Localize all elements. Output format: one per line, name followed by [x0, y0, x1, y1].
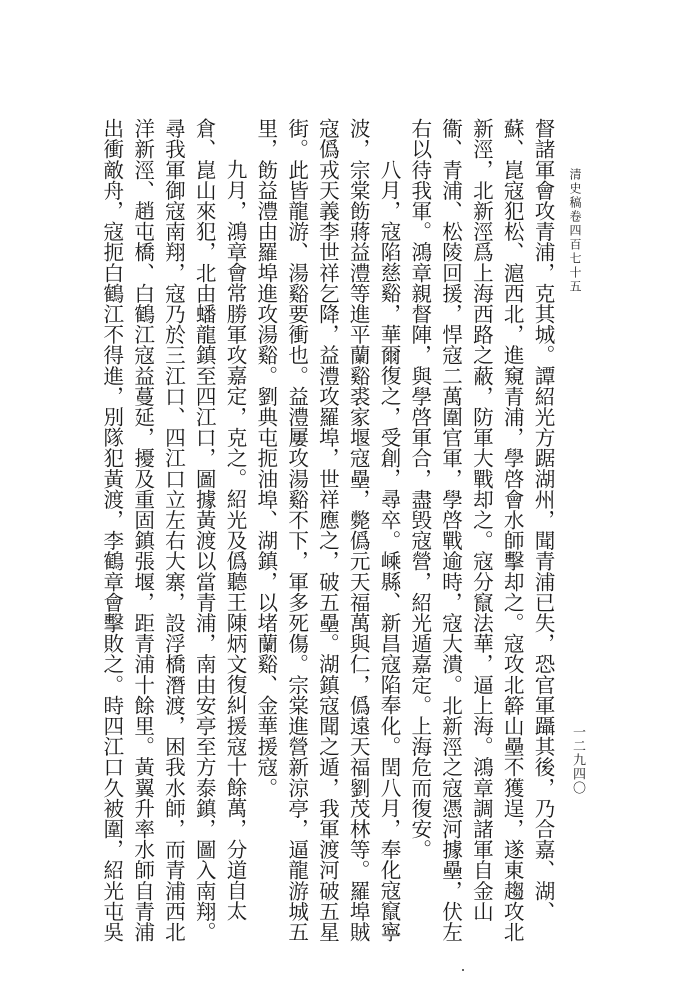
stray-mark: [462, 969, 464, 971]
paragraph-1: 督諸軍會攻青浦，克其城。譚紹光方踞湖州，聞青浦已失，恐官軍躡其後，乃合嘉、湖、蘇、崑寇犯松、滬西北，進窺青浦，學啓會水師擊却之。寇攻北簳山壘不獲逞，遂東趨攻北新涇，北新涇爲上海西路之蔽，防軍大戰却之。寇分竄法華，逼上海。鴻章調諸軍自金山衞、青浦、松陵回援，悍寇二萬圍官軍，學啓戰逾時，寇大潰。北新涇之寇憑河據壘，伏左右以待我軍。鴻章親督陣，與學啓軍合，盡毁寇營，紹光遁嘉定。上海危而復安。: [407, 118, 555, 942]
body-text: [88, 118, 558, 943]
page-number: 一二九四〇: [570, 725, 585, 795]
paragraph-3: 九月，鴻章會常勝軍攻嘉定，克之。紹光及僞聽王陳炳文復糾援寇十餘萬，分道自太倉、崑山來犯，北由蟠龍鎮至四江口，圖據黃渡以當青浦，南由安亭至方泰鎮，圖入南翔。尋我軍御寇南翔，寇乃於三江口、四江口立左右大寨，設浮橋潛渡，困我水師，而青浦西北洋新涇、趙屯橋、白鶴江寇益蔓延，擾及重固鎮張堰，距青浦十餘里。黃翼升率水師自青浦出衝敵舟，寇扼白鶴江不得進，別隊犯黃渡，李鶴章會擊敗之。時四江口久被圍，紹光屯吳: [99, 118, 248, 942]
paragraph-2: 八月，寇陷慈谿，華爾復之，受創，尋卒。嵊縣、新昌寇陷奉化。閏八月，奉化寇竄寧波，宗棠飭蔣益澧等進平蘭谿裘家堰寇壘，斃僞元天福萬與仁，僞遠天福劉茂林等。羅埠賊寇僞戎天義李世祥乞降，益澧攻羅埠，世祥應之，破五壘。湖鎮寇聞之遁，我軍渡河破五星街。此皆龍游、湯谿要衝也。益澧屢攻湯谿不下，軍多死傷。宗棠進營新涼亭，逼龍游城五里，飭益澧由羅埠進攻湯谿。劉典屯扼油埠、湖鎮，以堵蘭谿、金華援寇。: [253, 118, 402, 942]
running-header: 清史稿卷四百七十五: [568, 168, 582, 294]
